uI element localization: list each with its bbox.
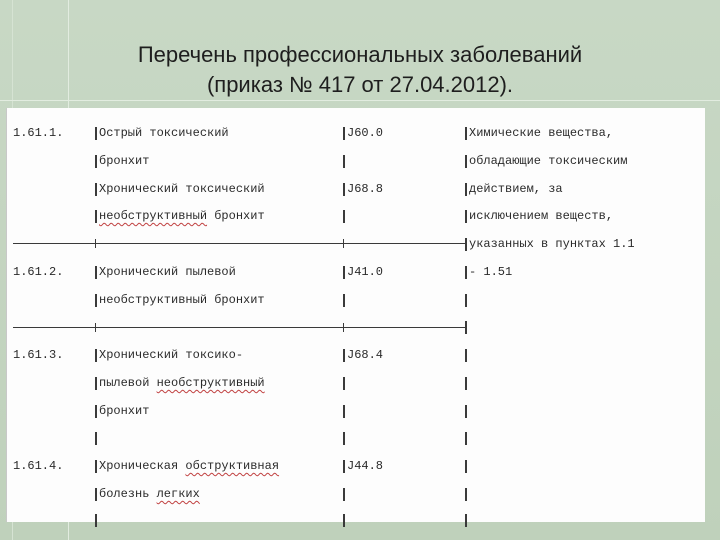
column-bar: [343, 183, 345, 196]
disease-text: необструктивный бронхит: [99, 209, 265, 223]
rule-tick: [95, 239, 96, 248]
column-bar: [343, 377, 345, 390]
column-bar: [95, 294, 97, 307]
column-bar: [465, 127, 467, 140]
disease-text: болезнь легких: [99, 487, 200, 501]
column-bar: [343, 127, 345, 140]
column-bar: [465, 349, 467, 362]
column-bar: [343, 210, 345, 223]
column-bar: [343, 432, 345, 445]
column-bar: [95, 210, 97, 223]
row-separator: [13, 327, 467, 328]
note-text: исключением веществ,: [469, 209, 614, 223]
disease-text: Хронический токсико-: [99, 348, 244, 362]
disease-text: необструктивный бронхит: [99, 293, 265, 307]
document-scan: [6, 108, 705, 522]
decor-horizontal-line: [0, 100, 720, 101]
item-code: 1.61.4.: [13, 459, 64, 473]
column-bar: [465, 514, 467, 527]
icd-code: J44.8: [347, 459, 384, 473]
column-bar: [343, 460, 345, 473]
disease-text: Хронический пылевой: [99, 265, 236, 279]
column-bar: [95, 266, 97, 279]
column-bar: [343, 488, 345, 501]
column-bar: [465, 210, 467, 223]
rule-tick: [465, 323, 466, 332]
disease-text: пылевой необструктивный: [99, 376, 265, 390]
icd-code: J41.0: [347, 265, 384, 279]
title-line-2: (приказ № 417 от 27.04.2012).: [206, 72, 514, 97]
column-bar: [95, 405, 97, 418]
column-bar: [95, 183, 97, 196]
column-bar: [343, 405, 345, 418]
column-bar: [343, 294, 345, 307]
column-bar: [465, 238, 467, 251]
title-line-1: Перечень профессиональных заболеваний: [137, 42, 583, 67]
column-bar: [465, 432, 467, 445]
rule-tick: [343, 239, 344, 248]
disease-text: Хронический токсический: [99, 182, 265, 196]
column-bar: [95, 127, 97, 140]
column-bar: [465, 460, 467, 473]
slide-title: [0, 40, 720, 100]
column-bar: [95, 349, 97, 362]
rule-tick: [343, 323, 344, 332]
column-bar: [95, 377, 97, 390]
column-bar: [465, 183, 467, 196]
item-code: 1.61.3.: [13, 348, 64, 362]
icd-code: J60.0: [347, 126, 384, 140]
column-bar: [465, 405, 467, 418]
column-bar: [465, 294, 467, 307]
icd-code: J68.4: [347, 348, 384, 362]
column-bar: [95, 155, 97, 168]
note-text: Химические вещества,: [469, 126, 614, 140]
rule-tick: [95, 323, 96, 332]
disease-text: Острый токсический: [99, 126, 229, 140]
disease-text: Хроническая обструктивная: [99, 459, 280, 473]
column-bar: [95, 514, 97, 527]
disease-text: бронхит: [99, 154, 150, 168]
column-bar: [95, 460, 97, 473]
column-bar: [343, 266, 345, 279]
column-bar: [465, 488, 467, 501]
column-bar: [343, 349, 345, 362]
column-bar: [465, 377, 467, 390]
note-text: обладающие токсическим: [469, 154, 628, 168]
item-code: 1.61.1.: [13, 126, 64, 140]
column-bar: [343, 155, 345, 168]
disease-text: бронхит: [99, 404, 150, 418]
column-bar: [95, 432, 97, 445]
row-separator: [13, 243, 465, 244]
note-text: указанных в пунктах 1.1: [469, 237, 635, 251]
icd-code: J68.8: [347, 182, 384, 196]
column-bar: [95, 488, 97, 501]
item-code: 1.61.2.: [13, 265, 64, 279]
note-text: - 1.51: [469, 265, 513, 279]
column-bar: [343, 514, 345, 527]
note-text: действием, за: [469, 182, 563, 196]
column-bar: [465, 155, 467, 168]
column-bar: [465, 266, 467, 279]
